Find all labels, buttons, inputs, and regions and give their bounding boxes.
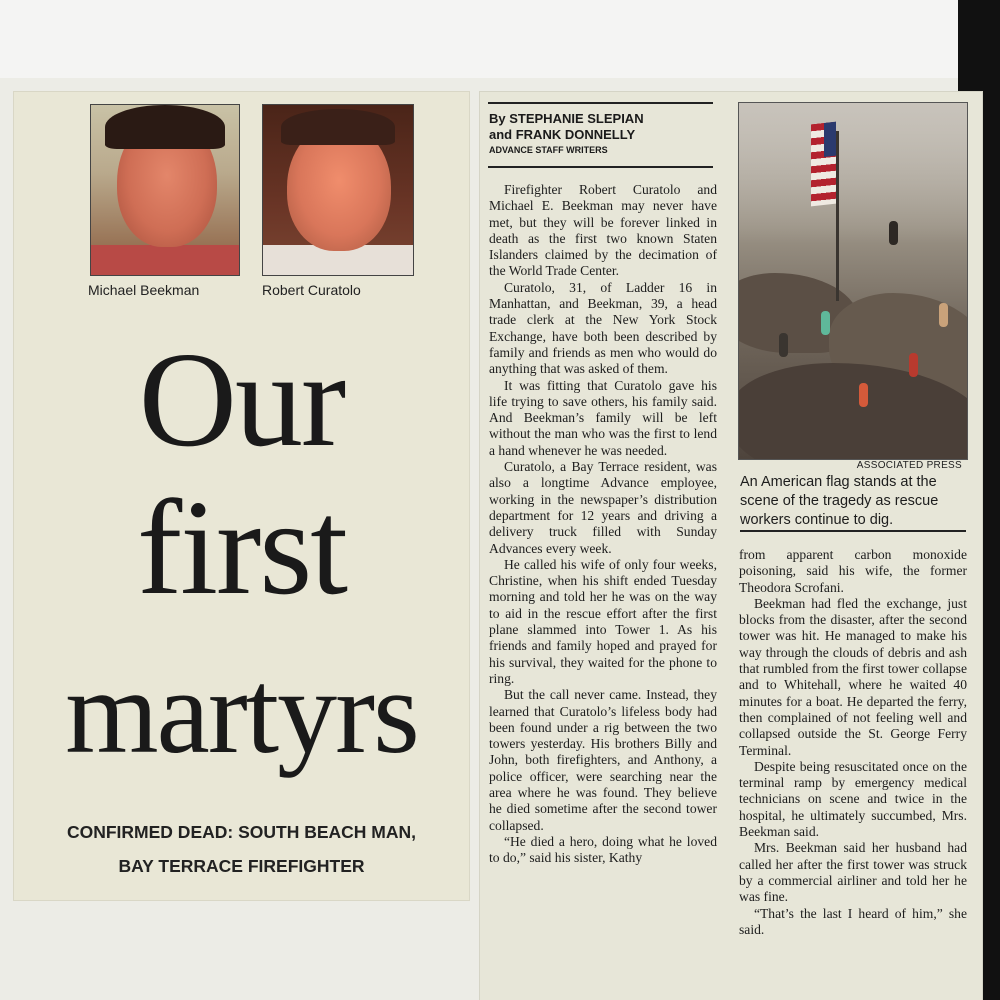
article-column-1 bbox=[489, 182, 717, 866]
paragraph: It was fitting that Curatolo gave his life trying to save others, his family said. And Beekman’s family will be left without the man who was the first to lend a hand whenever he was needed. bbox=[489, 377, 717, 458]
paragraph: But the call never came. Instead, they learned that Curatolo’s lifeless body had been found under a rig between the two towers yesterday. His brothers Billy and John, both firefighters, and Anthony, a police officer, were searching near the area where he was found. They believe he died sometime after the second tower collapsed. bbox=[489, 687, 717, 833]
photo-credit: ASSOCIATED PRESS bbox=[856, 460, 962, 471]
paragraph: “That’s the last I heard of him,” she said. bbox=[739, 905, 967, 937]
caption-rule bbox=[740, 530, 966, 532]
subheadline-line-1: CONFIRMED DEAD: SOUTH BEACH MAN, bbox=[66, 822, 417, 842]
portrait-photo-michael-beekman bbox=[90, 104, 240, 276]
article-column-2 bbox=[739, 547, 967, 938]
photo-caption: An American flag stands at the scene of the tragedy as rescue workers continue to dig. bbox=[740, 474, 939, 528]
headline-line-3: martyrs bbox=[65, 645, 418, 778]
paragraph: Beekman had fled the exchange, just blocks from the disaster, after the second tower was hit. He managed to make his way through the clouds of debris and ash that rumbled from the first tower collapse and to Whitehall, where he waited 40 minutes for a boat. He departed the ferry, then complained of not feeling well and collapsed outside the St. George Ferry Terminal. bbox=[739, 595, 967, 758]
byline bbox=[489, 111, 644, 143]
photo-caption-michael-beekman: Michael Beekman bbox=[88, 282, 200, 298]
subheadline-line-2: BAY TERRACE FIREFIGHTER bbox=[118, 856, 365, 876]
paragraph: Curatolo, a Bay Terrace resident, was also a longtime Advance employee, working in the newspaper’s distribution department for 12 years and driving a delivery truck filled with Sunday Advances every week. bbox=[489, 459, 717, 556]
right-clipping bbox=[480, 92, 982, 1000]
scanner-top-margin bbox=[0, 0, 1000, 80]
byline-rule-bottom bbox=[488, 166, 713, 168]
byline-staff: ADVANCE STAFF WRITERS bbox=[489, 145, 608, 155]
portrait-photo-robert-curatolo bbox=[262, 104, 414, 276]
paragraph: Firefighter Robert Curatolo and Michael E. Beekman may never have met, but they will be forever linked in death as the first two known Staten Islanders claimed by the decimation of the World Trade Center. bbox=[489, 182, 717, 279]
paragraph: Despite being resuscitated once on the terminal ramp by emergency medical technicians on scene and twice in the hospital, he ultimately succumbed, Mrs. Beekman said. bbox=[739, 758, 967, 840]
paragraph: from apparent carbon monoxide poisoning, said his wife, the former Theodora Scrofani. bbox=[739, 547, 967, 595]
byline-author-1: By STEPHANIE SLEPIAN bbox=[489, 111, 644, 126]
american-flag-icon bbox=[811, 122, 836, 207]
paragraph: Mrs. Beekman said her husband had called her after the first tower was struck by a commercial airliner and told her he was fine. bbox=[739, 840, 967, 905]
headline-line-1: Our bbox=[138, 325, 345, 475]
byline-author-2: and FRANK DONNELLY bbox=[489, 127, 636, 142]
rescue-scene-photo bbox=[738, 102, 968, 460]
headline-line-2: first bbox=[136, 473, 347, 623]
byline-rule-top bbox=[488, 102, 713, 104]
left-clipping bbox=[14, 92, 469, 900]
photo-caption-robert-curatolo: Robert Curatolo bbox=[262, 282, 361, 298]
paragraph: “He died a hero, doing what he loved to do,” said his sister, Kathy bbox=[489, 833, 717, 866]
paragraph: Curatolo, 31, of Ladder 16 in Manhattan, and Beekman, 39, a head trade clerk at the New York Stock Exchange, have both been described by family and friends as men who would do anything that was asked of them. bbox=[489, 279, 717, 377]
flag-pole bbox=[836, 131, 839, 301]
paragraph: He called his wife of only four weeks, Christine, when his shift ended Tuesday morning and told her he was on the way to aid in the rescue effort after the first plane slammed into Tower 1. As his friends and family hoped and prayed for his survival, they waited for the phone to ring. bbox=[489, 556, 717, 686]
